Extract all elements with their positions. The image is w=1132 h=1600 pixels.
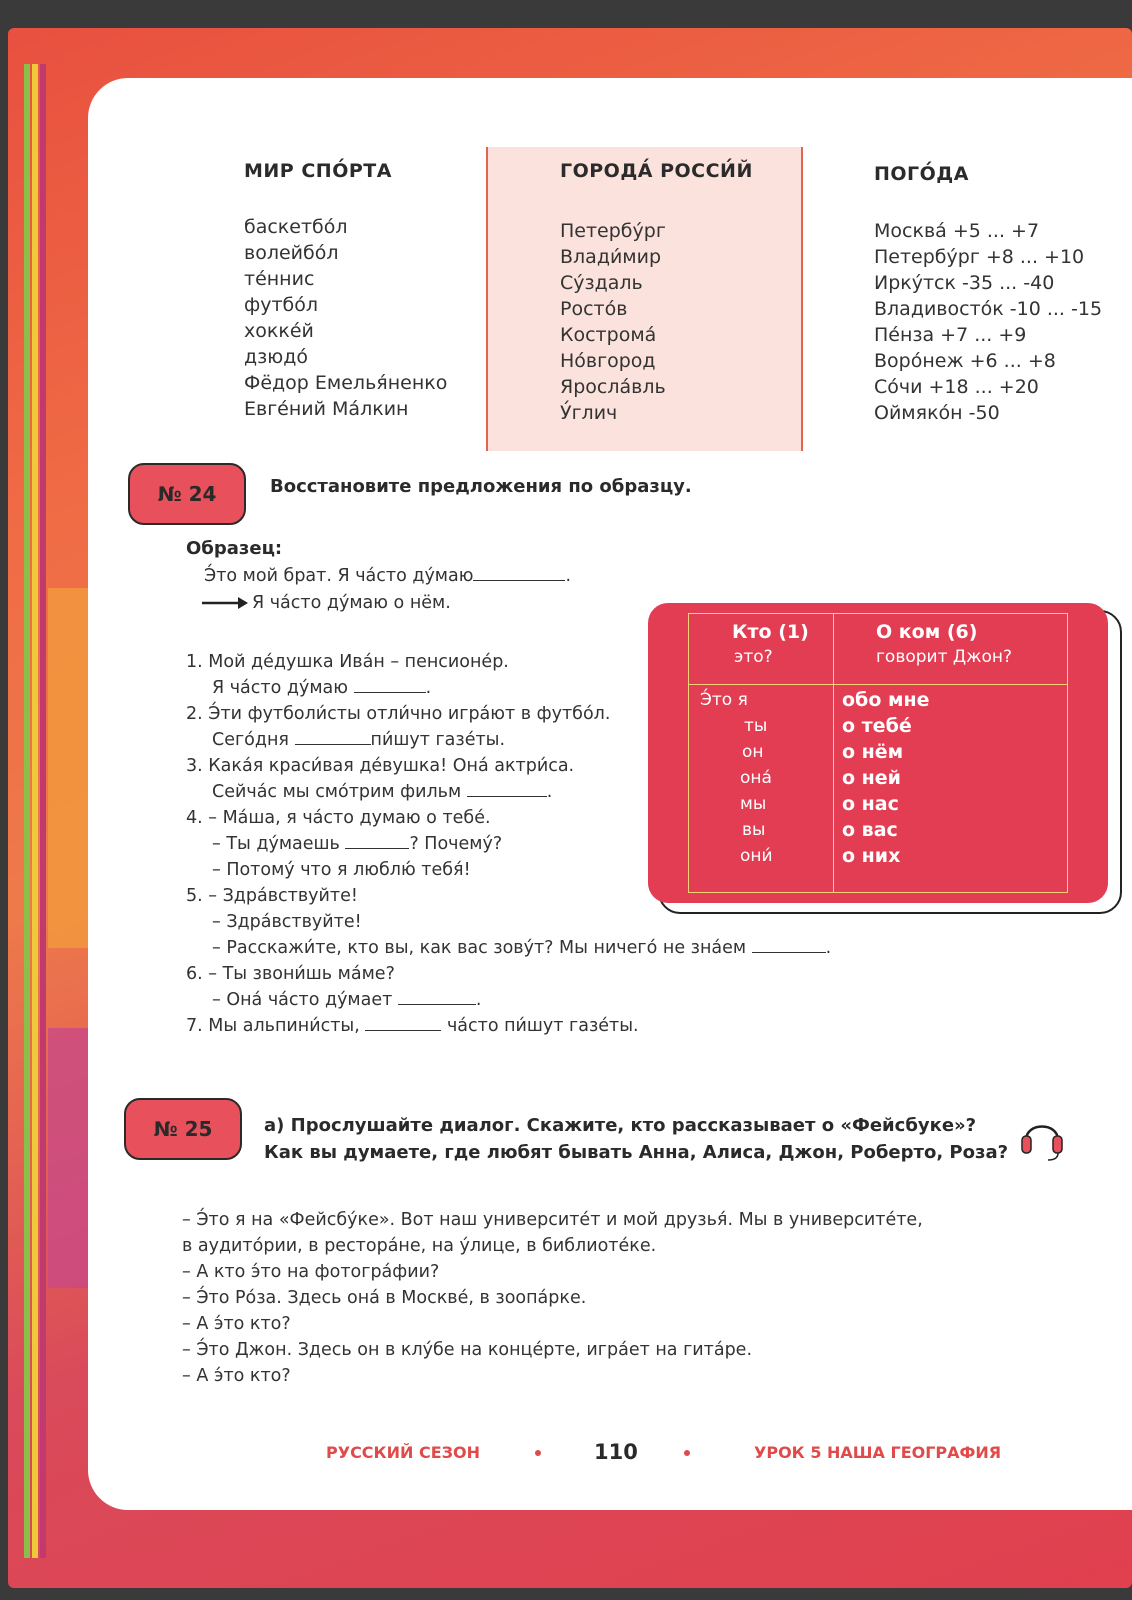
exercise-text: ? Почему́? (409, 834, 503, 854)
page-edge-stripe (40, 64, 46, 1558)
exercise-line: Сейча́с мы смо́трим фильм . (212, 782, 553, 802)
task-25-badge: № 25 (124, 1098, 242, 1160)
list-item: волейбо́л (244, 242, 339, 264)
table-cell-pronoun: он (742, 742, 764, 762)
list-item: Оймяко́н -50 (874, 402, 1000, 424)
list-item: те́ннис (244, 268, 315, 290)
table-cell-pronoun: она́ (740, 768, 772, 788)
pronoun-table (648, 603, 1108, 903)
table-header-who-sub: это? (734, 647, 773, 667)
list-item: Влади́мир (560, 246, 662, 268)
sample-line-2: Я ча́сто ду́маю о нём. (252, 593, 451, 613)
task-25-title-line-2: Как вы думаете, где любят бывать Анна, Алиса, Джон, Роберто, Роза? (264, 1142, 1009, 1163)
list-item: Кострома́ (560, 324, 657, 346)
list-item: Су́здаль (560, 272, 643, 294)
list-item: Пе́нза +7 ... +9 (874, 324, 1027, 346)
table-divider (689, 684, 1067, 685)
exercise-line: – Она́ ча́сто ду́мает . (212, 990, 482, 1010)
task-25-title-line-1: а) Прослушайте диалог. Скажите, кто рассказывает о «Фейсбуке»? (264, 1115, 977, 1136)
answer-blank (365, 1016, 441, 1031)
exercise-text: ча́сто пи́шут газе́ты. (446, 1016, 639, 1036)
answer-blank (345, 834, 409, 849)
list-item: Но́вгород (560, 350, 656, 372)
exercise-text: – Расскажи́те, кто вы, как вас зову́т? Мы ничего́ не зна́ем (212, 938, 747, 958)
list-item: Воро́неж +6 ... +8 (874, 350, 1056, 372)
exercise-line: 3. Кака́я краси́вая де́вушка! Она́ актри́са. (186, 756, 575, 776)
answer-blank (354, 678, 426, 693)
exercise-line: Я ча́сто ду́маю . (212, 678, 432, 698)
answer-blank (752, 938, 826, 953)
weather-list (874, 218, 1102, 426)
answer-blank (473, 566, 565, 581)
exercise-line (186, 1016, 639, 1036)
list-item: Яросла́вль (560, 376, 666, 398)
list-item: баскетбо́л (244, 216, 348, 238)
table-cell-prepositional: о нас (842, 793, 899, 815)
list-item: У́глич (560, 402, 618, 424)
table-cell-pronoun: они́ (740, 846, 773, 866)
exercise-line: – Потому́ что я люблю́ тебя́! (212, 860, 471, 880)
footer-lesson-title: УРОК 5 НАША ГЕОГРАФИЯ (754, 1443, 1002, 1462)
list-item: дзюдо́ (244, 346, 308, 368)
dialog-line: – А э́то кто? (182, 1314, 291, 1334)
dialog-line: в аудито́рии, в рестора́не, на у́лице, в библиоте́ке. (182, 1236, 657, 1256)
table-cell-pronoun: ты (744, 716, 768, 736)
task-24-title: Восстановите предложения по образцу. (270, 476, 692, 497)
list-item: Петербу́рг +8 ... +10 (874, 246, 1085, 268)
dialog-line: – Э́то Ро́за. Здесь она́ в Москве́, в зоопа́рке. (182, 1288, 587, 1308)
exercise-line: – Расскажи́те, кто вы, как вас зову́т? Мы ничего́ не зна́ем . (212, 938, 832, 958)
list-item: Евге́ний Ма́лкин (244, 398, 409, 420)
arrow-right-icon (200, 596, 250, 610)
dialog-line: – А кто э́то на фотогра́фии? (182, 1262, 440, 1282)
footer-separator-dot (535, 1450, 541, 1456)
table-cell-pronoun: Э́то я (700, 690, 748, 710)
sport-list (244, 214, 447, 422)
list-item: Ирку́тск -35 ... -40 (874, 272, 1055, 294)
list-item: Петербу́рг (560, 220, 666, 242)
list-item: Фёдор Емелья́ненко (244, 372, 448, 394)
exercise-line: 4. – Ма́ша, я ча́сто думаю о тебе́. (186, 808, 491, 828)
exercise-text: Сего́дня (212, 730, 289, 750)
table-cell-pronoun: мы (740, 794, 767, 814)
exercise-text: пи́шут газе́ты. (370, 730, 506, 750)
dialog-line: – Э́то Джон. Здесь он в клу́бе на конце́рте, игра́ет на гита́ре. (182, 1340, 753, 1360)
table-header-about: О ком (6) (876, 621, 978, 643)
page-edge-stripe (32, 64, 38, 1558)
footer-separator-dot (684, 1450, 690, 1456)
answer-blank (295, 730, 371, 745)
page-edge-stripe (24, 64, 30, 1558)
list-item: Росто́в (560, 298, 628, 320)
exercise-line (212, 730, 505, 750)
list-item: Москва́ +5 ... +7 (874, 220, 1040, 242)
cities-heading: ГОРОДА́ РОССИ́Й (560, 160, 753, 182)
table-header-who: Кто (1) (732, 621, 809, 643)
headphones-icon (1018, 1110, 1066, 1162)
table-cell-prepositional: о вас (842, 819, 898, 841)
dialog-line: – Э́то я на «Фейсбу́ке». Вот наш университе́т и мой друзья́. Мы в университе́те, (182, 1210, 923, 1230)
exercise-line: 1. Мой де́душка Ива́н – пенсионе́р. (186, 652, 509, 672)
list-item: хокке́й (244, 320, 314, 342)
exercise-text: Сейча́с мы смо́трим фильм (212, 782, 462, 802)
table-cell-prepositional: обо мне (842, 689, 930, 711)
table-cell-prepositional: о них (842, 845, 901, 867)
table-divider (833, 614, 834, 892)
exercise-line: 2. Э́ти футболи́сты отли́чно игра́ют в футбо́л. (186, 704, 611, 724)
exercise-line (212, 834, 502, 854)
sample-label: Образец: (186, 538, 283, 559)
exercise-line: – Здра́вствуйте! (212, 912, 362, 932)
table-cell-prepositional: о тебе́ (842, 715, 912, 737)
exercise-line: 6. – Ты звони́шь ма́ме? (186, 964, 395, 984)
list-item: футбо́л (244, 294, 319, 316)
exercise-text: Я ча́сто ду́маю (212, 678, 348, 698)
exercise-text: 7. Мы альпини́сты, (186, 1016, 360, 1036)
page-number: 110 (594, 1440, 638, 1464)
exercise-line: 5. – Здра́вствуйте! (186, 886, 358, 906)
weather-heading: ПОГО́ДА (874, 163, 969, 185)
footer-book-title: РУССКИЙ СЕЗОН (326, 1443, 481, 1462)
sport-heading: МИР СПО́РТА (244, 160, 392, 182)
cities-list (560, 218, 666, 426)
table-cell-pronoun: вы (742, 820, 766, 840)
list-item: Со́чи +18 ... +20 (874, 376, 1039, 398)
dialog-line: – А э́то кто? (182, 1366, 291, 1386)
sample-line-1: Э́то мой брат. Я ча́сто ду́маю . (204, 566, 572, 586)
table-cell-prepositional: о ней (842, 767, 901, 789)
answer-blank (398, 990, 476, 1005)
answer-blank (467, 782, 547, 797)
task-24-badge: № 24 (128, 463, 246, 525)
list-item: Владивосто́к -10 ... -15 (874, 298, 1103, 320)
exercise-text: – Она́ ча́сто ду́мает (212, 990, 393, 1010)
exercise-text: – Ты ду́маешь (212, 834, 340, 854)
sample-text: Э́то мой брат. Я ча́сто ду́маю (204, 566, 474, 586)
table-header-about-sub: говорит Джон? (876, 647, 1013, 667)
table-cell-prepositional: о нём (842, 741, 904, 763)
